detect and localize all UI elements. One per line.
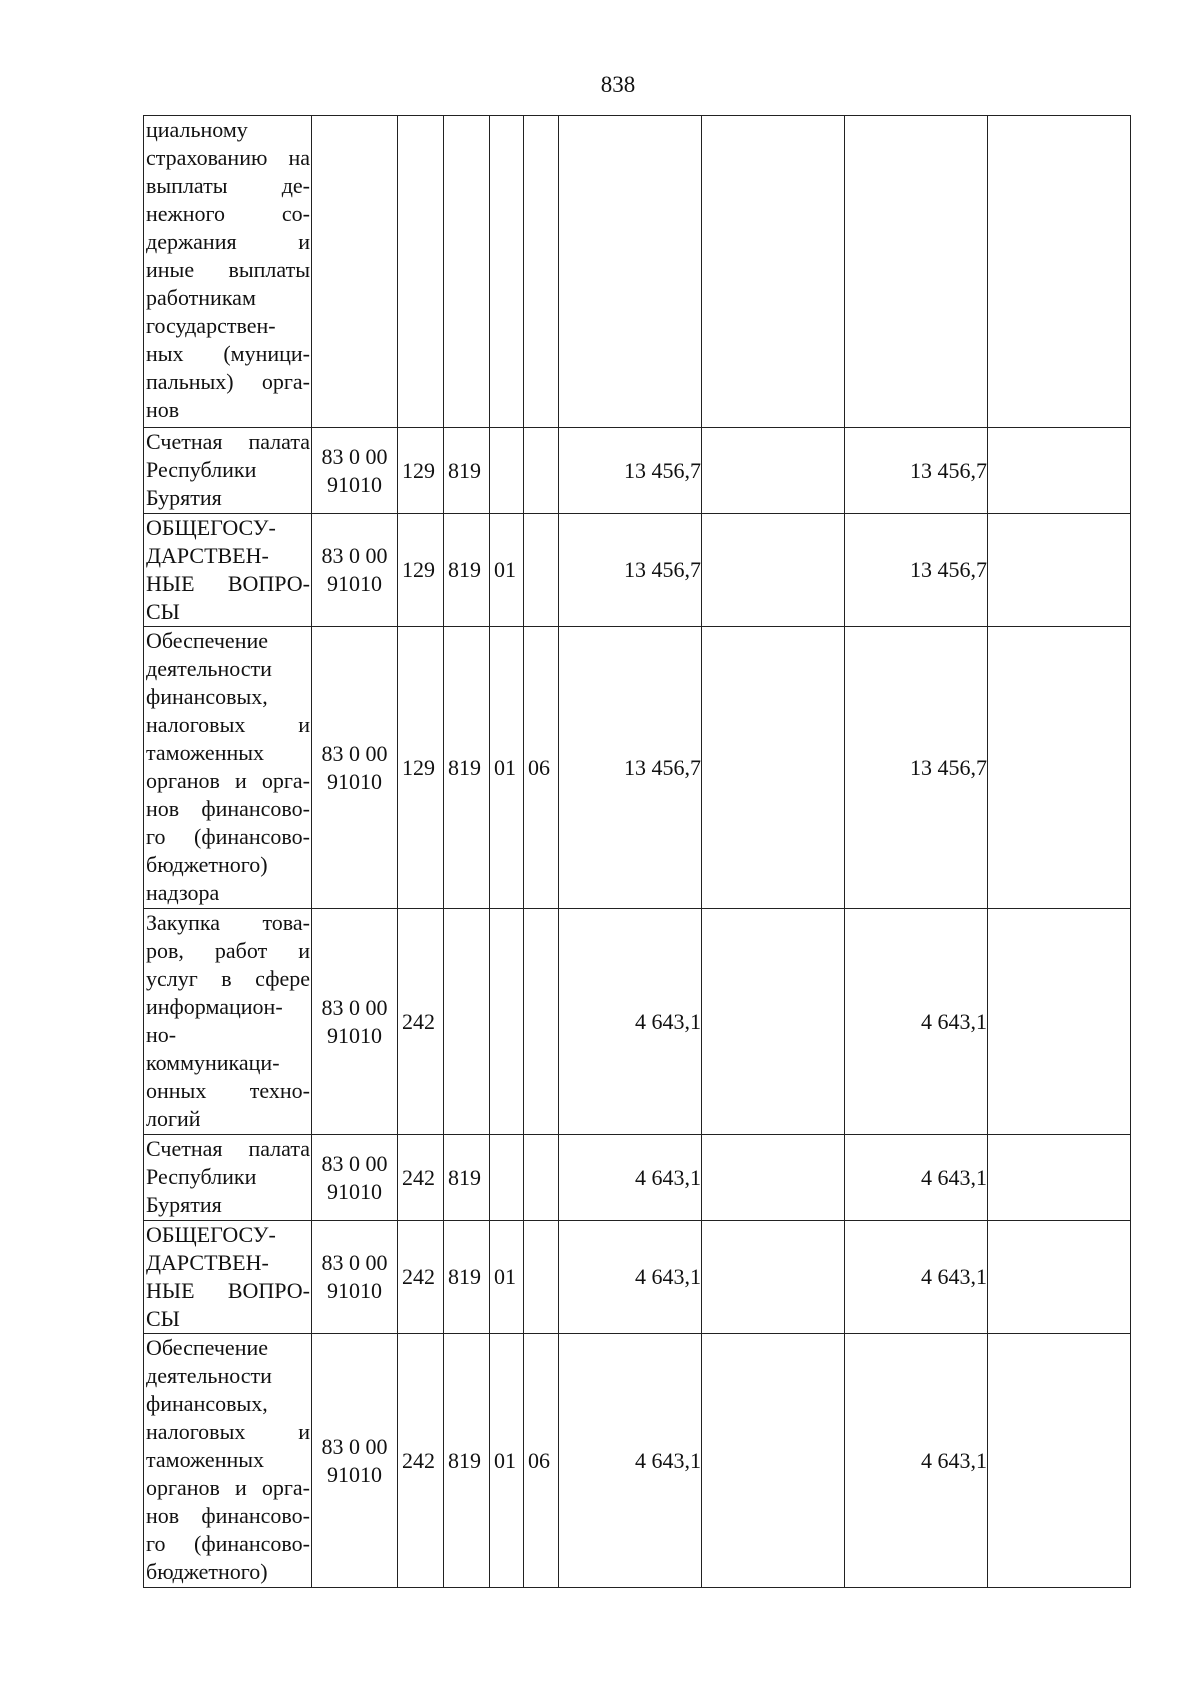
cell-target-article: 83 0 00 91010 [312, 1334, 398, 1588]
cell-amount-2 [702, 1135, 845, 1221]
cell-amount-total: 4 643,1 [559, 1334, 702, 1588]
item-name-line: СЫ [146, 1306, 180, 1331]
item-name-line: Бурятия [146, 485, 222, 510]
item-name-line: нов финансово- [146, 1503, 310, 1528]
cell-amount-2 [702, 627, 845, 909]
item-name-line: коммуникаци- [146, 1050, 280, 1075]
cell-expense-type: 129 [398, 627, 444, 909]
cell-item-name [144, 909, 312, 1135]
item-name-line: циальному [146, 117, 248, 142]
item-name-line: ДАРСТВЕН- [146, 543, 269, 568]
cell-subsection [524, 428, 559, 514]
cell-item-name [144, 1135, 312, 1221]
item-name-line: онных техно- [146, 1078, 310, 1103]
item-name-line: страхованию на [146, 145, 310, 170]
cell-item-name [144, 514, 312, 627]
cell-amount-total: 4 643,1 [559, 1221, 702, 1334]
item-name-line: ров, работ и [146, 938, 310, 963]
cell-amount-3: 13 456,7 [845, 428, 988, 514]
item-name-line: ОБЩЕГОСУ- [146, 515, 276, 540]
item-name-line: СЫ [146, 599, 180, 624]
item-name-line: ДАРСТВЕН- [146, 1250, 269, 1275]
cell-budget-admin: 819 [444, 428, 490, 514]
cell-target-article: 83 0 00 91010 [312, 909, 398, 1135]
item-name-line: финансовых, [146, 1391, 268, 1416]
cell-target-article: 83 0 00 91010 [312, 514, 398, 627]
item-name-line: Обеспечение [146, 1335, 268, 1360]
item-name-line: Закупка това- [146, 910, 310, 935]
cell-expense-type: 242 [398, 1221, 444, 1334]
cell-amount-total: 4 643,1 [559, 1135, 702, 1221]
item-name-line: таможенных [146, 740, 265, 765]
cell-amount-3: 4 643,1 [845, 909, 988, 1135]
item-name-line: го (финансово- [146, 824, 310, 849]
item-name-line: держания и [146, 229, 310, 254]
cell-section: 01 [490, 514, 524, 627]
cell-amount-4 [988, 1334, 1131, 1588]
item-name-line: налоговых и [146, 712, 310, 737]
item-name-line: Счетная палата [146, 1136, 310, 1161]
item-name-line: нов финансово- [146, 796, 310, 821]
cell-target-article: 83 0 00 91010 [312, 1221, 398, 1334]
item-name-line: органов и орга- [146, 768, 310, 793]
cell-amount-total: 4 643,1 [559, 909, 702, 1135]
item-name-line: надзора [146, 880, 220, 905]
cell-section [490, 428, 524, 514]
cell-amount-2 [702, 1334, 845, 1588]
cell-amount-3: 13 456,7 [845, 627, 988, 909]
cell-amount-2 [702, 1221, 845, 1334]
item-name-line: таможенных [146, 1447, 265, 1472]
cell-item-name [144, 1334, 312, 1588]
cell-item-name [144, 1221, 312, 1334]
cell-subsection [524, 909, 559, 1135]
cell-section [490, 116, 524, 428]
item-name-line: НЫЕ ВОПРО- [146, 1278, 310, 1303]
table-row [144, 514, 1131, 627]
cell-target-article: 83 0 00 91010 [312, 627, 398, 909]
cell-subsection [524, 116, 559, 428]
item-name-line: Счетная палата [146, 429, 310, 454]
cell-section: 01 [490, 627, 524, 909]
cell-budget-admin: 819 [444, 514, 490, 627]
item-name-line: Республики [146, 457, 257, 482]
item-name-line: государствен- [146, 313, 276, 338]
table-row [144, 1135, 1131, 1221]
table-row [144, 1221, 1131, 1334]
cell-amount-3 [845, 116, 988, 428]
item-name-line: деятельности [146, 1363, 272, 1388]
item-name-line: го (финансово- [146, 1531, 310, 1556]
cell-expense-type: 129 [398, 514, 444, 627]
cell-expense-type: 242 [398, 1135, 444, 1221]
item-name-line: деятельности [146, 656, 272, 681]
cell-amount-total [559, 116, 702, 428]
item-name-line: бюджетного) [146, 1559, 268, 1584]
cell-item-name [144, 627, 312, 909]
cell-budget-admin [444, 909, 490, 1135]
table-row [144, 909, 1131, 1135]
cell-amount-2 [702, 909, 845, 1135]
cell-target-article: 83 0 00 91010 [312, 428, 398, 514]
cell-budget-admin: 819 [444, 1334, 490, 1588]
table-row [144, 116, 1131, 428]
item-name-line: бюджетного) [146, 852, 268, 877]
cell-amount-2 [702, 514, 845, 627]
cell-section: 01 [490, 1221, 524, 1334]
cell-item-name [144, 116, 312, 428]
item-name-line: информацион- [146, 994, 283, 1019]
cell-subsection [524, 1135, 559, 1221]
item-name-line: НЫЕ ВОПРО- [146, 571, 310, 596]
cell-amount-2 [702, 428, 845, 514]
item-name-line: работникам [146, 285, 256, 310]
cell-section [490, 909, 524, 1135]
cell-subsection: 06 [524, 1334, 559, 1588]
cell-amount-2 [702, 116, 845, 428]
cell-budget-admin: 819 [444, 627, 490, 909]
cell-target-article [312, 116, 398, 428]
cell-amount-4 [988, 116, 1131, 428]
item-name-line: Обеспечение [146, 628, 268, 653]
cell-expense-type: 242 [398, 1334, 444, 1588]
budget-table-body [144, 116, 1131, 1588]
cell-section: 01 [490, 1334, 524, 1588]
table-row [144, 627, 1131, 909]
cell-amount-total: 13 456,7 [559, 627, 702, 909]
item-name-line: иные выплаты [146, 257, 310, 282]
cell-section [490, 1135, 524, 1221]
cell-amount-4 [988, 428, 1131, 514]
cell-amount-3: 4 643,1 [845, 1135, 988, 1221]
cell-amount-4 [988, 1135, 1131, 1221]
item-name-line: ных (муници- [146, 341, 310, 366]
cell-amount-4 [988, 909, 1131, 1135]
cell-subsection [524, 1221, 559, 1334]
cell-amount-4 [988, 1221, 1131, 1334]
cell-item-name [144, 428, 312, 514]
cell-budget-admin: 819 [444, 1135, 490, 1221]
cell-amount-total: 13 456,7 [559, 514, 702, 627]
cell-expense-type: 129 [398, 428, 444, 514]
cell-subsection [524, 514, 559, 627]
item-name-line: Бурятия [146, 1192, 222, 1217]
cell-budget-admin: 819 [444, 1221, 490, 1334]
item-name-line: но- [146, 1022, 177, 1047]
cell-budget-admin [444, 116, 490, 428]
cell-amount-4 [988, 514, 1131, 627]
item-name-line: налоговых и [146, 1419, 310, 1444]
item-name-line: ОБЩЕГОСУ- [146, 1222, 276, 1247]
item-name-line: услуг в сфере [146, 966, 310, 991]
item-name-line: выплаты де- [146, 173, 310, 198]
cell-expense-type: 242 [398, 909, 444, 1135]
cell-amount-3: 4 643,1 [845, 1221, 988, 1334]
item-name-line: Республики [146, 1164, 257, 1189]
item-name-line: логий [146, 1106, 201, 1131]
item-name-line: нежного со- [146, 201, 310, 226]
cell-amount-total: 13 456,7 [559, 428, 702, 514]
cell-target-article: 83 0 00 91010 [312, 1135, 398, 1221]
cell-amount-3: 4 643,1 [845, 1334, 988, 1588]
cell-amount-3: 13 456,7 [845, 514, 988, 627]
table-row [144, 1334, 1131, 1588]
item-name-line: пальных) орга- [146, 369, 310, 394]
page-number: 838 [600, 72, 636, 97]
item-name-line: нов [146, 397, 180, 422]
table-row [144, 428, 1131, 514]
item-name-line: финансовых, [146, 684, 268, 709]
budget-table [143, 115, 1131, 1588]
cell-amount-4 [988, 627, 1131, 909]
cell-subsection: 06 [524, 627, 559, 909]
item-name-line: органов и орга- [146, 1475, 310, 1500]
cell-expense-type [398, 116, 444, 428]
